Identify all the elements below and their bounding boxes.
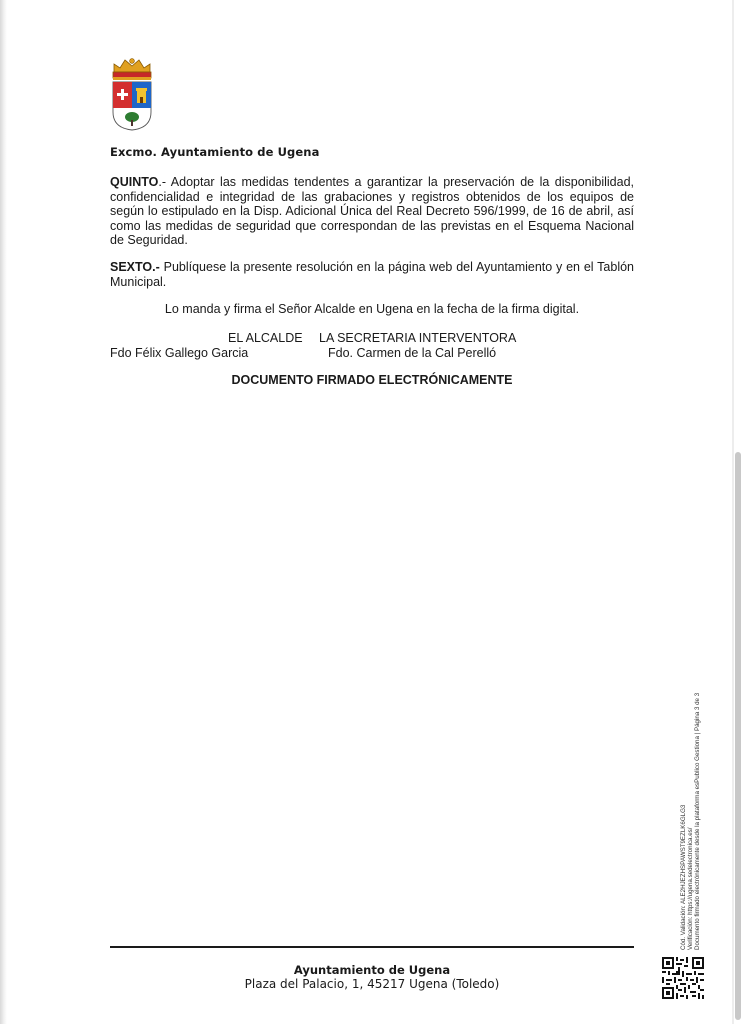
signature-platform-note: Documento firmado electrónicamente desde la plataforma esPublico Gestiona | Página 3 de 3: [694, 692, 701, 950]
footer-divider: [110, 946, 634, 948]
signature-name-secretary: Fdo. Carmen de la Cal Perelló: [328, 346, 497, 360]
quinto-label: QUINTO: [110, 175, 159, 189]
verification-url[interactable]: Verificación: https://ugena.sedelectronica.es/: [687, 827, 694, 950]
signature-name-mayor: Fdo Félix Gallego Garcia: [110, 346, 249, 360]
validation-stamp: [680, 693, 701, 950]
qr-code-icon: [662, 957, 704, 999]
sexto-text: Publíquese la presente resolución en la página web del Ayuntamiento y en el Tablón Municipal.: [110, 260, 634, 289]
electronic-signature-notice: DOCUMENTO FIRMADO ELECTRÓNICAMENTE: [231, 373, 513, 387]
signature-role-mayor: EL ALCALDE: [228, 331, 303, 345]
paragraph-sexto: [110, 260, 634, 289]
signature-role-secretary: LA SECRETARIA INTERVENTORA: [319, 331, 517, 345]
footer-address: Plaza del Palacio, 1, 45217 Ugena (Toledo): [244, 977, 500, 991]
paragraph-quinto: [110, 175, 634, 248]
closing-statement: Lo manda y firma el Señor Alcalde en Ugena en la fecha de la firma digital.: [164, 302, 580, 316]
quinto-text: .- Adoptar las medidas tendentes a garantizar la preservación de la disponibilidad, confidencialidad e integridad de las grabaciones y registros obtenidos de los equipos de según lo estipulado en la Disp. Adicional Única del Real Decreto 596/1999, de 16 de abril, así como las medidas de seguridad que correspondan de las previstas en el Esquema Nacional de Seguridad.: [110, 175, 634, 247]
sexto-label: SEXTO.-: [110, 260, 160, 274]
footer-institution: Ayuntamiento de Ugena: [293, 963, 451, 977]
page-left-shadow: [0, 0, 7, 1024]
coat-of-arms-icon: [109, 56, 155, 132]
institution-heading: Excmo. Ayuntamiento de Ugena: [110, 145, 320, 159]
validation-code: Cód. Validación: ALE2HJEZHSPAWST9EZLK6GLG3: [680, 804, 687, 950]
scrollbar-thumb[interactable]: [735, 452, 741, 1020]
